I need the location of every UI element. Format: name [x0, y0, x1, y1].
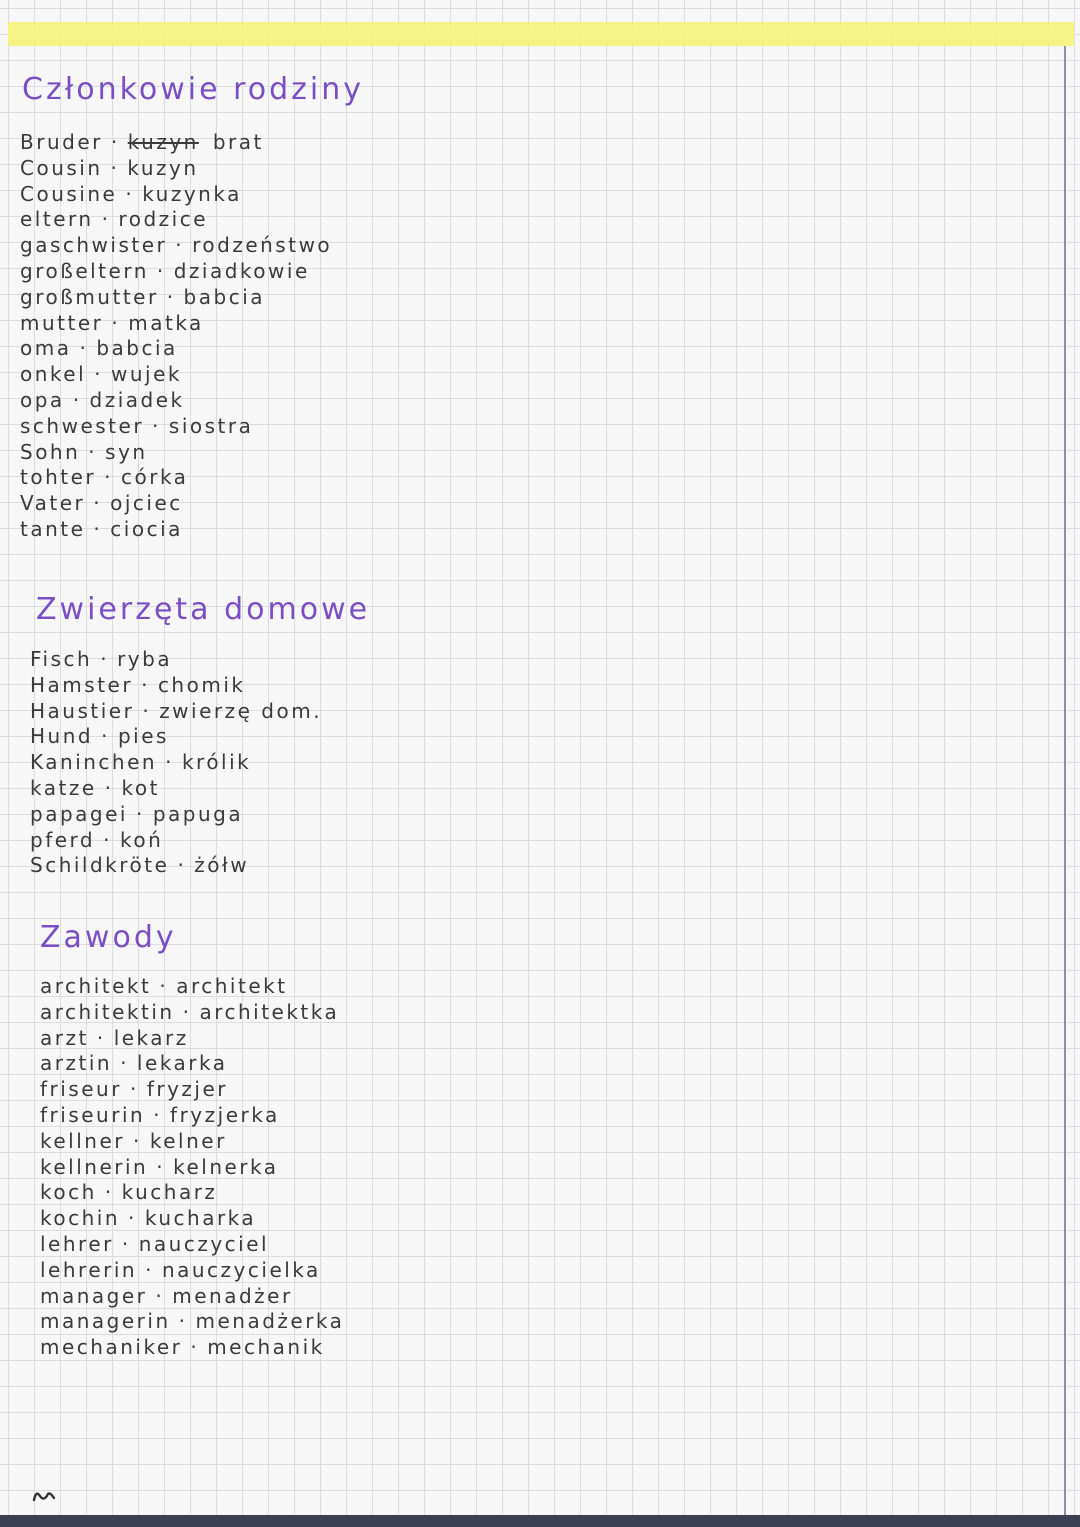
- german-word: Sohn: [20, 439, 81, 464]
- polish-word: architektka: [199, 999, 340, 1024]
- vocab-entry: [40, 1206, 344, 1232]
- german-word: managerin: [40, 1309, 171, 1334]
- german-word: lehrer: [40, 1231, 114, 1256]
- german-word: onkel: [20, 362, 87, 387]
- polish-word: architekt: [176, 974, 288, 998]
- vocab-entry: [40, 974, 344, 1000]
- separator-dot: ·: [101, 207, 111, 232]
- german-word: kellnerin: [40, 1154, 149, 1179]
- vocab-entry: [40, 1180, 344, 1206]
- separator-dot: ·: [133, 1128, 142, 1153]
- separator-dot: ·: [142, 698, 152, 723]
- german-word: Bruder: [20, 130, 103, 154]
- vocab-entry: [20, 130, 332, 156]
- polish-word: babcia: [96, 336, 178, 361]
- polish-word: ojciec: [110, 491, 183, 516]
- polish-word: lekarka: [136, 1051, 228, 1076]
- german-word: architekt: [40, 974, 152, 998]
- german-word: architektin: [40, 999, 175, 1024]
- vocab-entry: [30, 750, 322, 776]
- polish-word: kucharka: [144, 1206, 257, 1231]
- vocab-entry: [30, 647, 322, 673]
- polish-word: fryzjer: [146, 1077, 228, 1102]
- polish-word: koń: [119, 827, 164, 852]
- section-title-family: Członkowie rodziny: [22, 72, 365, 107]
- german-word: eltern: [20, 207, 94, 232]
- polish-word: chomik: [157, 672, 246, 697]
- german-word: Cousine: [20, 181, 118, 206]
- separator-dot: ·: [100, 647, 110, 671]
- separator-dot: ·: [141, 672, 150, 697]
- german-word: großmutter: [20, 284, 159, 309]
- german-word: Vater: [20, 491, 86, 516]
- german-word: manager: [40, 1283, 148, 1308]
- separator-dot: ·: [165, 750, 174, 775]
- vocab-entry: [40, 1258, 344, 1284]
- german-word: tohter: [20, 465, 97, 490]
- german-word: mutter: [20, 310, 104, 335]
- german-word: Hund: [30, 724, 94, 749]
- german-word: Haustier: [30, 698, 135, 723]
- vocab-entry: [20, 362, 332, 388]
- separator-dot: ·: [135, 801, 145, 826]
- separator-dot: ·: [93, 516, 103, 541]
- vocab-entry: [20, 285, 332, 311]
- separator-dot: ·: [96, 1025, 106, 1050]
- polish-word: rodzeństwo: [192, 233, 333, 258]
- polish-word: nauczyciel: [138, 1231, 270, 1256]
- german-word: Fisch: [30, 647, 93, 671]
- separator-dot: ·: [190, 1335, 200, 1360]
- polish-word: zwierzę dom.: [159, 698, 323, 723]
- vocab-entry: [20, 336, 332, 362]
- struck-word: kuzyn: [127, 130, 199, 154]
- german-word: kellner: [40, 1128, 125, 1153]
- polish-word: mechanik: [207, 1335, 325, 1360]
- separator-dot: ·: [104, 775, 114, 800]
- polish-word: pies: [117, 724, 169, 749]
- vocab-entry: [40, 1129, 344, 1155]
- vocab-list-jobs: [40, 974, 344, 1361]
- page-bottom-edge: [0, 1515, 1080, 1527]
- polish-word: wujek: [111, 362, 182, 387]
- vocab-entry: [20, 491, 332, 517]
- german-word: Hamster: [30, 672, 134, 697]
- polish-word: żółw: [194, 853, 250, 878]
- vocab-list-pets: [30, 647, 322, 879]
- vocab-entry: [30, 776, 322, 802]
- separator-dot: ·: [101, 724, 110, 749]
- separator-dot: ·: [145, 1257, 154, 1282]
- polish-word: dziadkowie: [173, 258, 310, 283]
- german-word: arzt: [40, 1025, 89, 1050]
- polish-word: lekarz: [113, 1025, 189, 1050]
- vocab-entry: [20, 517, 332, 543]
- separator-dot: ·: [152, 413, 161, 438]
- german-word: kochin: [40, 1206, 121, 1231]
- section-title-jobs: Zawody: [40, 920, 177, 955]
- vocab-entry: [40, 1051, 344, 1077]
- german-word: tante: [20, 516, 86, 541]
- german-word: lehrerin: [40, 1257, 138, 1282]
- vocab-entry: [20, 233, 332, 259]
- vocab-entry: [20, 311, 332, 337]
- polish-word: nauczycielka: [161, 1257, 321, 1282]
- separator-dot: ·: [166, 284, 176, 309]
- polish-word: kot: [121, 775, 160, 800]
- separator-dot: ·: [120, 1051, 129, 1076]
- polish-word: ciocia: [110, 516, 183, 541]
- polish-word: brat: [212, 130, 264, 154]
- vocab-entry: [20, 207, 332, 233]
- vocab-entry: [30, 853, 322, 879]
- vocab-entry: [40, 1077, 344, 1103]
- polish-word: kucharz: [121, 1180, 218, 1205]
- polish-word: rodzice: [118, 207, 208, 232]
- vocab-list-family: [20, 130, 332, 543]
- polish-word: dziadek: [89, 387, 185, 412]
- separator-dot: ·: [94, 362, 104, 387]
- separator-dot: ·: [110, 130, 120, 154]
- vocab-entry: [20, 259, 332, 285]
- vocab-entry: [20, 414, 332, 440]
- vocab-entry: [40, 1232, 344, 1258]
- polish-word: kuzyn: [127, 155, 199, 180]
- polish-word: siostra: [168, 413, 254, 438]
- separator-dot: ·: [156, 1154, 166, 1179]
- vocab-entry: [30, 828, 322, 854]
- polish-word: menadżerka: [195, 1309, 345, 1334]
- separator-dot: ·: [153, 1102, 163, 1127]
- vocab-entry: [30, 673, 322, 699]
- separator-dot: ·: [155, 1283, 165, 1308]
- polish-word: menadżer: [172, 1283, 293, 1308]
- german-word: papagei: [30, 801, 128, 826]
- german-word: Schildkröte: [30, 853, 170, 878]
- polish-word: królik: [181, 750, 252, 775]
- polish-word: kelnerka: [173, 1154, 279, 1179]
- german-word: friseurin: [40, 1102, 146, 1127]
- separator-dot: ·: [128, 1206, 137, 1231]
- polish-word: córka: [120, 465, 189, 490]
- separator-dot: ·: [121, 1231, 131, 1256]
- separator-dot: ·: [178, 1309, 188, 1334]
- german-word: arztin: [40, 1051, 113, 1076]
- separator-dot: ·: [93, 491, 103, 516]
- vocab-entry: [40, 1000, 344, 1026]
- vocab-entry: [20, 440, 332, 466]
- german-word: schwester: [20, 413, 145, 438]
- separator-dot: ·: [103, 827, 112, 852]
- vocab-entry: [20, 388, 332, 414]
- polish-word: kuzynka: [142, 181, 242, 206]
- separator-dot: ·: [182, 999, 192, 1024]
- polish-word: kelner: [149, 1128, 227, 1153]
- vocab-entry: [40, 1309, 344, 1335]
- vocab-entry: [20, 465, 332, 491]
- polish-word: matka: [128, 310, 204, 335]
- german-word: mechaniker: [40, 1335, 183, 1360]
- polish-word: babcia: [183, 284, 266, 309]
- vocab-entry: [20, 156, 332, 182]
- scribble-mark-icon: [30, 1484, 58, 1506]
- german-word: koch: [40, 1180, 97, 1205]
- vocab-entry: [20, 182, 332, 208]
- german-word: Kaninchen: [30, 750, 158, 775]
- separator-dot: ·: [88, 439, 98, 464]
- polish-word: syn: [105, 439, 148, 464]
- separator-dot: ·: [110, 155, 120, 180]
- separator-dot: ·: [79, 336, 89, 361]
- polish-word: ryba: [117, 647, 173, 671]
- german-word: opa: [20, 387, 65, 412]
- separator-dot: ·: [129, 1077, 139, 1102]
- german-word: Cousin: [20, 155, 103, 180]
- german-word: großeltern: [20, 258, 149, 283]
- highlighter-stripe: [8, 22, 1074, 46]
- german-word: friseur: [40, 1077, 122, 1102]
- separator-dot: ·: [125, 181, 135, 206]
- german-word: gaschwister: [20, 233, 168, 258]
- separator-dot: ·: [159, 974, 169, 998]
- german-word: pferd: [30, 827, 96, 852]
- vocab-entry: [40, 1155, 344, 1181]
- vocab-entry: [30, 724, 322, 750]
- separator-dot: ·: [111, 310, 121, 335]
- vocab-entry: [40, 1284, 344, 1310]
- separator-dot: ·: [104, 1180, 114, 1205]
- vocab-entry: [40, 1026, 344, 1052]
- polish-word: fryzjerka: [170, 1102, 280, 1127]
- separator-dot: ·: [177, 853, 187, 878]
- vocab-entry: [30, 802, 322, 828]
- separator-dot: ·: [104, 465, 113, 490]
- vocab-entry: [40, 1103, 344, 1129]
- vocab-entry: [40, 1335, 344, 1361]
- margin-line: [1064, 46, 1066, 1516]
- separator-dot: ·: [72, 387, 82, 412]
- separator-dot: ·: [156, 258, 166, 283]
- vocab-entry: [30, 699, 322, 725]
- polish-word: papuga: [152, 801, 244, 826]
- german-word: katze: [30, 775, 97, 800]
- section-title-pets: Zwierzęta domowe: [36, 592, 371, 627]
- separator-dot: ·: [175, 233, 185, 258]
- german-word: oma: [20, 336, 72, 361]
